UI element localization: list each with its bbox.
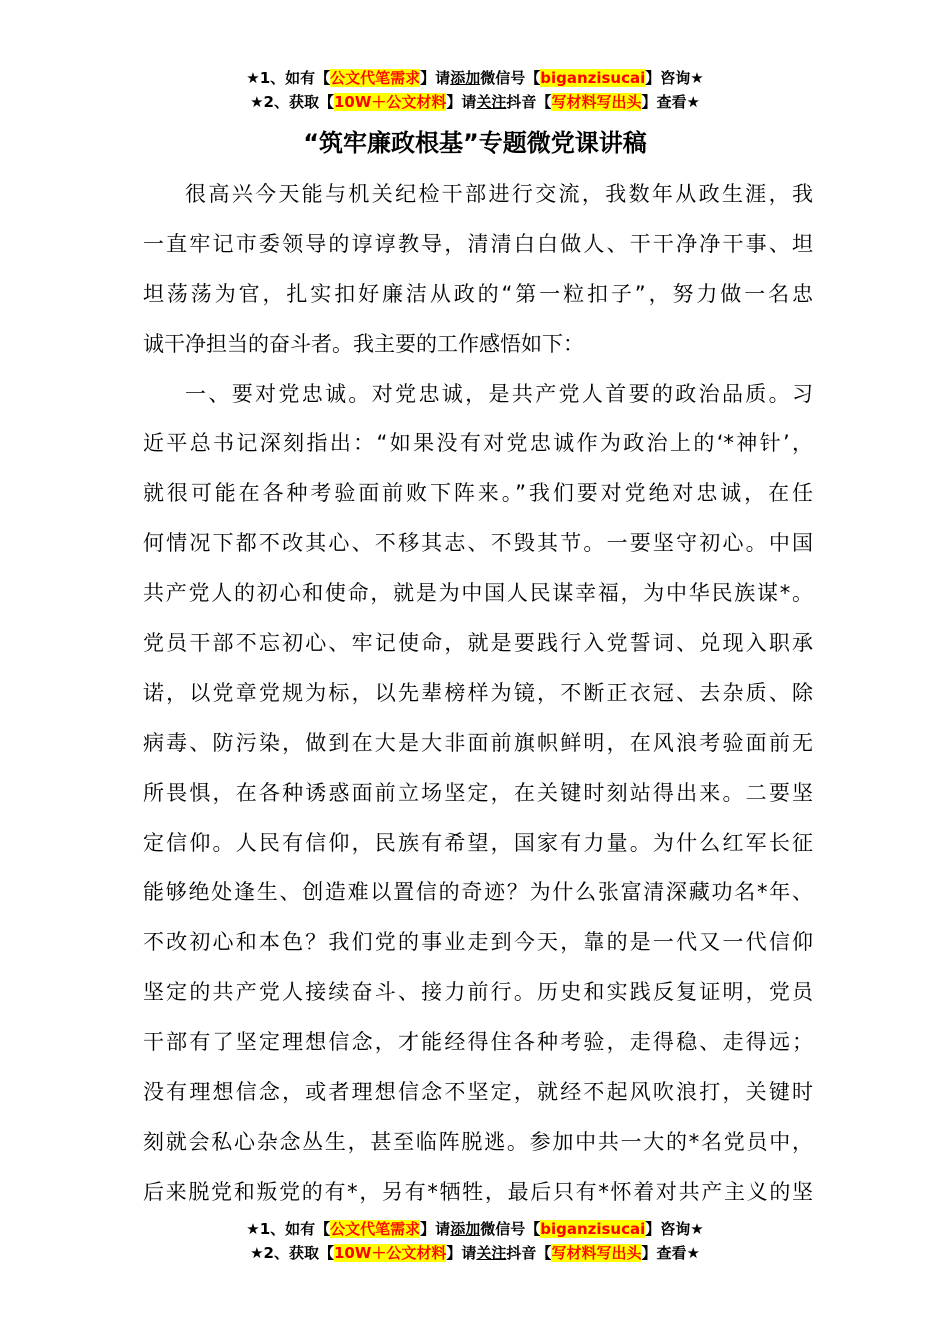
banner-line-2 [0,1241,950,1265]
banner-text: ★2、获取【 [250,1244,334,1262]
top-banner [0,66,950,114]
paragraph-line: 坚定的共产党人接续奋斗、接力前行。历史和实践反复证明，党员 [143,980,813,1005]
banner-text: 】咨询★ [645,69,704,87]
paragraph-line: 很高兴今天能与机关纪检干部进行交流，我数年从政生涯，我 [185,182,813,206]
paragraph-line: 刻就会私心杂念丛生，甚至临阵脱逃。参加中共一大的*名党员中， [143,1129,813,1154]
banner-text: 抖音【 [506,93,552,111]
banner-highlight: 公文代笔需求 [330,1220,421,1238]
paragraph-line: 坦荡荡为官，扎实扣好廉洁从政的“第一粒扣子”，努力做一名忠 [143,281,813,306]
paragraph-line: 没有理想信念，或者理想信念不坚定，就经不起风吹浪打，关键时 [143,1080,813,1105]
banner-text: ★1、如有【 [246,1220,331,1238]
banner-wechat-id: biganzisucai [540,69,646,87]
banner-emphasis: 关注 [476,93,507,111]
document-body [143,170,813,1218]
banner-highlight: 10W＋公文材料 [333,1244,447,1262]
paragraph-line: 病毒、防污染，做到在大是大非面前旗帜鲜明，在风浪考验面前无 [143,730,813,755]
paragraph-line: 诚干净担当的奋斗者。我主要的工作感悟如下： [143,331,584,356]
banner-text: ★1、如有【 [246,69,331,87]
banner-text: 】查看★ [641,1244,700,1262]
paragraph-line: 能够绝处逢生、创造难以置信的奇迹？为什么张富清深藏功名*年、 [143,880,813,905]
paragraph-line: 共产党人的初心和使命，就是为中国人民谋幸福，为中华民族谋*。 [143,581,813,606]
banner-line-2 [0,90,950,114]
banner-wechat-id: biganzisucai [540,1220,646,1238]
paragraph-line: 干部有了坚定理想信念，才能经得住各种考验，走得稳、走得远； [143,1030,813,1055]
banner-text: 】请 [420,69,451,87]
banner-text: 微信号【 [480,1220,541,1238]
paragraph-line: 何情况下都不改其心、不移其志、不毁其节。一要坚守初心。中国 [143,531,813,556]
paragraph-line: 一直牢记市委领导的谆谆教导，清清白白做人、干干净净干事、坦 [143,231,813,256]
banner-emphasis: 添加 [450,1220,481,1238]
paragraph-line: 诺，以党章党规为标，以先辈榜样为镜，不断正衣冠、去杂质、除 [143,680,813,705]
paragraph-line: 定信仰。人民有信仰，民族有希望，国家有力量。为什么红军长征 [143,830,813,855]
banner-douyin-id: 写材料写出头 [551,93,642,111]
bottom-banner [0,1217,950,1265]
banner-text: 】请 [446,93,477,111]
banner-text: 抖音【 [506,1244,552,1262]
paragraph-line: 一、要对党忠诚。对党忠诚，是共产党人首要的政治品质。习 [185,381,813,406]
banner-emphasis: 添加 [450,69,481,87]
banner-text: ★2、获取【 [250,93,334,111]
banner-line-1 [0,1217,950,1241]
banner-text: 】请 [420,1220,451,1238]
banner-text: 微信号【 [480,69,541,87]
paragraph-line: 后来脱党和叛党的有*，另有*牺牲，最后只有*怀着对共产主义的坚 [143,1179,813,1204]
paragraph-line: 党员干部不忘初心、牢记使命，就是要践行入党誓词、兑现入职承 [143,631,813,656]
paragraph-line: 不改初心和本色？我们党的事业走到今天，靠的是一代又一代信仰 [143,930,813,955]
banner-text: 】查看★ [641,93,700,111]
banner-highlight: 公文代笔需求 [330,69,421,87]
banner-emphasis: 关注 [476,1244,507,1262]
banner-douyin-id: 写材料写出头 [551,1244,642,1262]
banner-line-1 [0,66,950,90]
banner-text: 】请 [446,1244,477,1262]
banner-text: 】咨询★ [645,1220,704,1238]
paragraph-line: 近平总书记深刻指出：“如果没有对党忠诚作为政治上的‘*神针’， [143,431,813,456]
banner-highlight: 10W＋公文材料 [333,93,447,111]
paragraph-line: 就很可能在各种考验面前败下阵来。”我们要对党绝对忠诚，在任 [143,481,813,506]
document-title: “筑牢廉政根基”专题微党课讲稿 [303,129,647,157]
paragraph-line: 所畏惧，在各种诱惑面前立场坚定，在关键时刻站得出来。二要坚 [143,780,813,805]
